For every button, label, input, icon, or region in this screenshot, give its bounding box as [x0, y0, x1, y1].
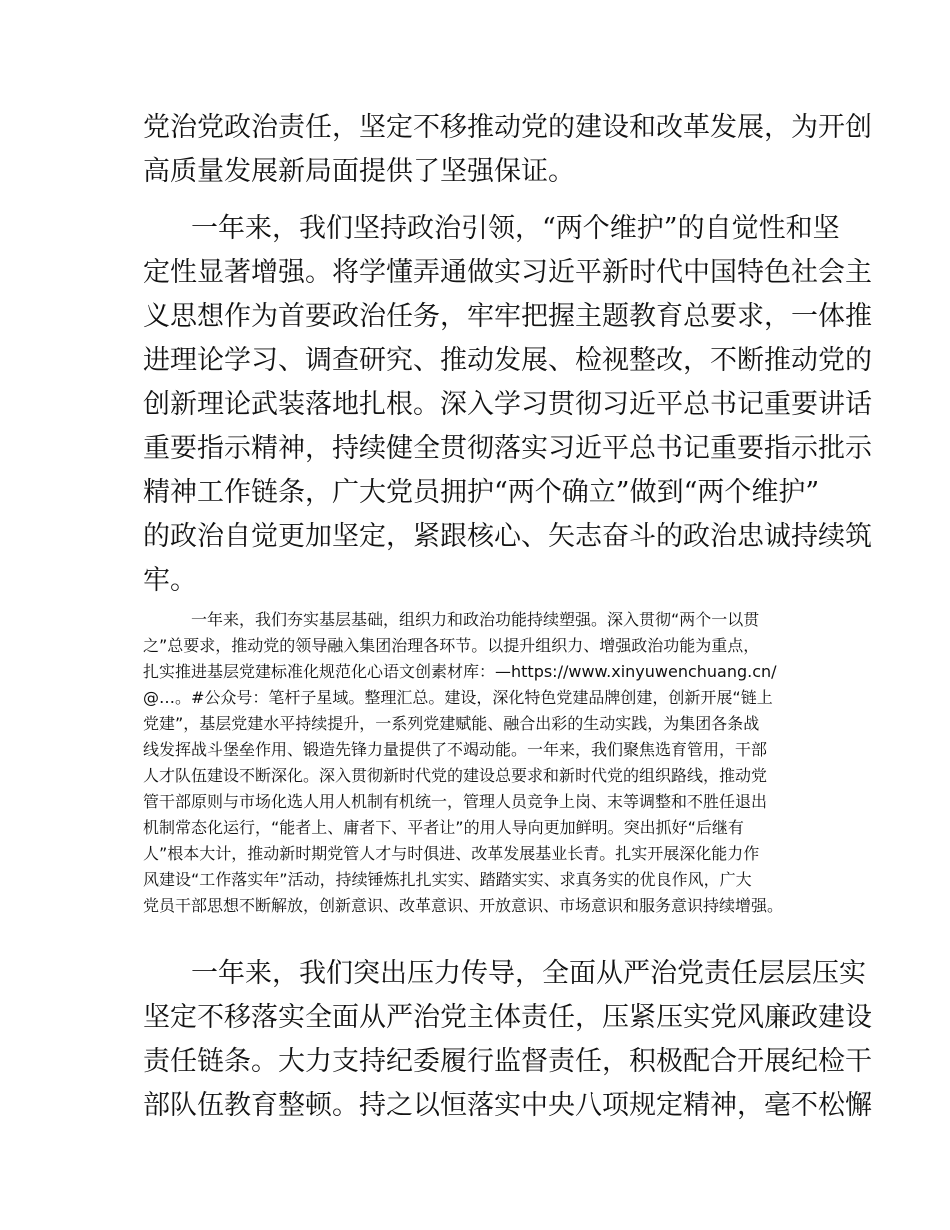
text-line: 牢。	[143, 565, 197, 596]
text-line: 一年来，我们坚持政治引领，“两个维护”的自觉性和坚	[191, 213, 840, 244]
text-line: 党员干部思想不断解放，创新意识、改革意识、开放意识、市场意识和服务意识持续增强。	[143, 896, 784, 915]
text-line: 一年来，我们夯实基层基础，组织力和政治功能持续塑强。深入贯彻“两个一以贯	[191, 610, 760, 629]
text-line: 定性显著增强。将学懂弄通做实习近平新时代中国特色社会主	[143, 257, 872, 288]
text-line: 高质量发展新局面提供了坚强保证。	[143, 156, 575, 187]
text-line: 部队伍教育整顿。持之以恒落实中央八项规定精神，毫不松懈	[143, 1090, 872, 1121]
text-line: 义思想作为首要政治任务，牢牢把握主题教育总要求，一体推	[143, 301, 872, 332]
text-line: @…。#公众号：笔杆子星域。整理汇总。建设，深化特色党建品牌创建，创新开展“链上	[143, 688, 773, 707]
text-line: 一年来，我们突出压力传导，全面从严治党责任层层压实	[191, 958, 866, 989]
text-line: 责任链条。大力支持纪委履行监督责任，积极配合开展纪检干	[143, 1046, 872, 1077]
text-line: 之”总要求，推动党的领导融入集团治理各环节。以提升组织力、增强政治功能为重点，	[143, 636, 760, 655]
text-line: 线发挥战斗堡垒作用、锻造先锋力量提供了不竭动能。一年来，我们聚焦选育管用，干部	[143, 740, 768, 759]
text-line: 党建”，基层党建水平持续提升，一系列党建赋能、融合出彩的生动实践，为集团各条战	[143, 714, 760, 733]
text-line: 重要指示精神，持续健全贯彻落实习近平总书记重要指示批示	[143, 433, 872, 464]
text-line: 机制常态化运行，“能者上、庸者下、平者让”的用人导向更加鲜明。突出抓好“后继有	[143, 818, 744, 837]
text-line: 的政治自觉更加坚定，紧跟核心、矢志奋斗的政治忠诚持续筑	[143, 521, 872, 552]
text-line: 人才队伍建设不断深化。深入贯彻新时代党的建设总要求和新时代党的组织路线，推动党	[143, 766, 768, 785]
text-line: 创新理论武装落地扎根。深入学习贯彻习近平总书记重要讲话	[143, 389, 872, 420]
text-line: 坚定不移落实全面从严治党主体责任，压紧压实党风廉政建设	[143, 1002, 872, 1033]
text-line: 扎实推进基层党建标准化规范化心语文创素材库：—https://www.xinyuwenchuang.cn/	[143, 662, 777, 681]
text-line: 风建设“工作落实年”活动，持续锤炼扎扎实实、踏踏实实、求真务实的优良作风，广大	[143, 870, 752, 889]
text-line: 管干部原则与市场化选人用人机制有机统一，管理人员竞争上岗、末等调整和不胜任退出	[143, 792, 768, 811]
text-line: 党治党政治责任，坚定不移推动党的建设和改革发展，为开创	[143, 112, 872, 143]
text-line: 人”根本大计，推动新时期党管人才与时俱进、改革发展基业长青。扎实开展深化能力作	[143, 844, 760, 863]
text-line: 精神工作链条，广大党员拥护“两个确立”做到“两个维护”	[143, 477, 820, 508]
text-line: 进理论学习、调查研究、推动发展、检视整改，不断推动党的	[143, 345, 872, 376]
